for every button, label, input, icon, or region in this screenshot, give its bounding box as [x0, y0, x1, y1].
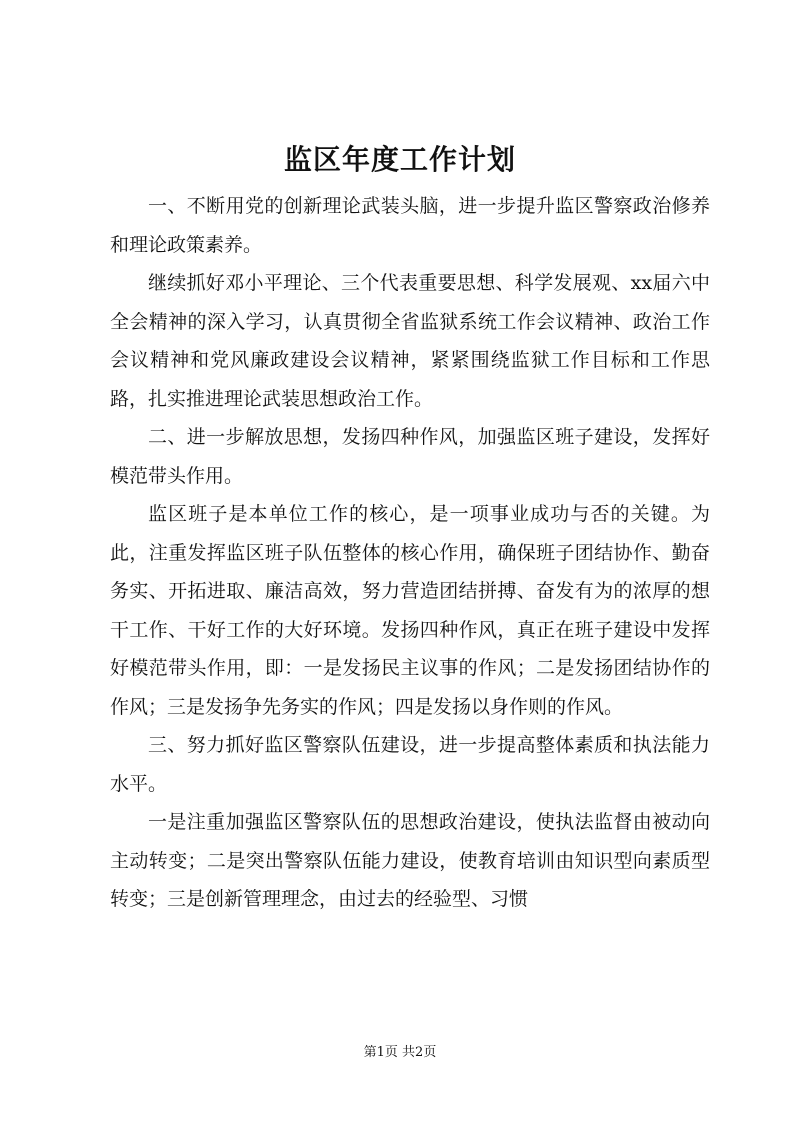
- paragraph: 一是注重加强监区警察队伍的思想政治建设，使执法监督由被动向主动转变；二是突出警察队伍能力建设，使教育培训由知识型向素质型转变；三是创新管理理念，由过去的经验型、习惯: [110, 811, 710, 910]
- paragraph: 监区班子是本单位工作的核心，是一项事业成功与否的关键。为此，注重发挥监区班子队伍整体的核心作用，确保班子团结协作、勤奋务实、开拓进取、廉洁高效，努力营造团结拼搏、奋发有为的浓厚的想干工作、干好工作的大好环境。发扬四种作风，真正在班子建设中发挥好模范带头作用，即：一是发扬民主议事的作风；二是发扬团结协作的作风；三是发扬争先务实的作风；四是发扬以身作则的作风。: [110, 503, 710, 718]
- paragraph: 继续抓好邓小平理论、三个代表重要思想、科学发展观、xx届六中全会精神的深入学习，认真贯彻全省监狱系统工作会议精神、政治工作会议精神和党风廉政建设会议精神，紧紧围绕监狱工作目标和工作思路，扎实推进理论武装思想政治工作。: [110, 272, 710, 410]
- document-body: [110, 187, 710, 919]
- paragraph: 三、努力抓好监区警察队伍建设，进一步提高整体素质和执法能力水平。: [110, 734, 710, 795]
- document-title: 监区年度工作计划: [283, 143, 516, 176]
- paragraph: 二、进一步解放思想，发扬四种作风，加强监区班子建设，发挥好模范带头作用。: [110, 426, 710, 487]
- page-footer: 第1页 共2页: [363, 1045, 437, 1060]
- paragraph: 一、不断用党的创新理论武装头脑，进一步提升监区警察政治修养和理论政策素养。: [110, 195, 710, 256]
